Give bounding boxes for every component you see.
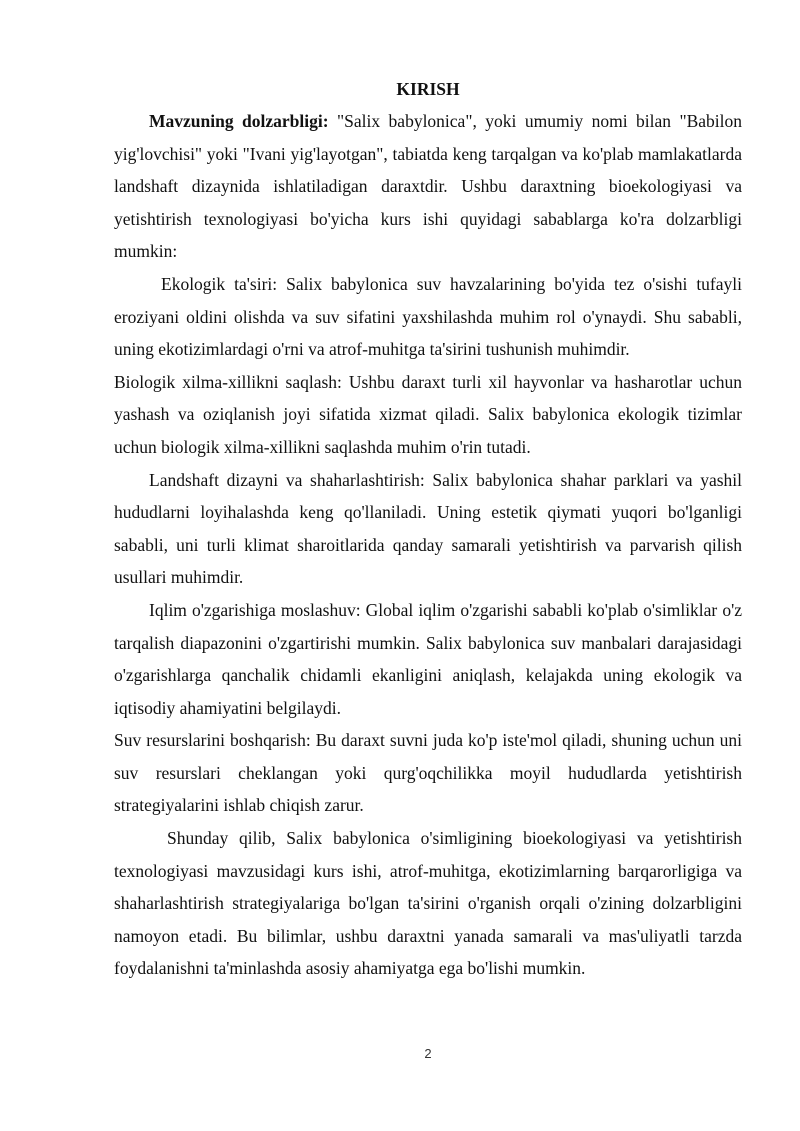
relevance-heading: Mavzuning dolzarbligi: (149, 111, 329, 131)
paragraph-landscape-design: Landshaft dizayni va shaharlashtirish: Salix babylonica shahar parklari va yashil hududlarni loyihalashda keng qo'llaniladi. Uning estetik qiymati yuqori bo'lganligi sababli, uni turli klimat sharoitlarida qanday samarali yetishtirish va parvarish qilish usullari muhimdir. (114, 469, 742, 588)
page-content (114, 73, 742, 985)
paragraph-conclusion: Shunday qilib, Salix babylonica o'simligining bioekologiyasi va yetishtirish texnologiyasi mavzusidagi kurs ishi, atrof-muhitga, ekotizimlarning barqarorligiga va shaharlashtirish strategiyalariga bo'lgan ta'sirini o'rganish orqali o'zining dolzarbligini namoyon etadi. Bu bilimlar, ushbu daraxtni yanada samarali va mas'uliyatli tarzda foydalanishni ta'minlashda asosiy ahamiyatga ega bo'lishi mumkin. (114, 828, 742, 979)
page-number: 2 (424, 1046, 432, 1061)
paragraph-water-management: Suv resurslarini boshqarish: Bu daraxt suvni juda ko'p iste'mol qiladi, shuning uchun uni suv resurslari cheklangan yoki qurg'oqchilikka moyil hududlarda yetishtirish strategiyalarini ishlab chiqish zarur. (114, 730, 742, 816)
paragraph-ecological-impact: Ekologik ta'siri: Salix babylonica suv havzalarining bo'yida tez o'sishi tufayli eroziyani oldini olishda va suv sifatini yaxshilashda muhim rol o'ynaydi. Shu sababli, uning ekotizimlardagi o'rni va atrof-muhitga ta'sirini tushunish muhimdir. (114, 273, 742, 360)
page-title: KIRISH (396, 79, 460, 99)
paragraph-biodiversity: Biologik xilma-xillikni saqlash: Ushbu daraxt turli xil hayvonlar va hasharotlar uchun yashash va oziqlanish joyi sifatida xizmat qiladi. Salix babylonica ekologik tizimlar uchun biologik xilma-xillikni saqlashda muhim o'rin tutadi. (114, 371, 742, 457)
relevance-text: "Salix babylonica", yoki umumiy nomi bilan "Babilon yig'lovchisi" yoki "Ivani yig'layotgan", tabiatda keng tarqalgan va ko'plab mamlakatlarda landshaft dizaynida ishlatiladigan daraxtdir. Ushbu daraxtning bioekologiyasi va yetishtirish texnologiyasi bo'yicha kurs ishi quyidagi sabablarga ko'ra dolzarbligi mumkin: (114, 111, 742, 262)
paragraph-climate-adaptation: Iqlim o'zgarishiga moslashuv: Global iqlim o'zgarishi sababli ko'plab o'simliklar o'z tarqalish diapazonini o'zgartirishi mumkin. Salix babylonica suv manbalari darajasidagi o'zgarishlarga qanchalik chidamli ekanligini aniqlash, kelajakda uning ekologik va iqtisodiy ahamiyatini belgilaydi. (114, 599, 742, 718)
paragraph-relevance (114, 105, 742, 268)
